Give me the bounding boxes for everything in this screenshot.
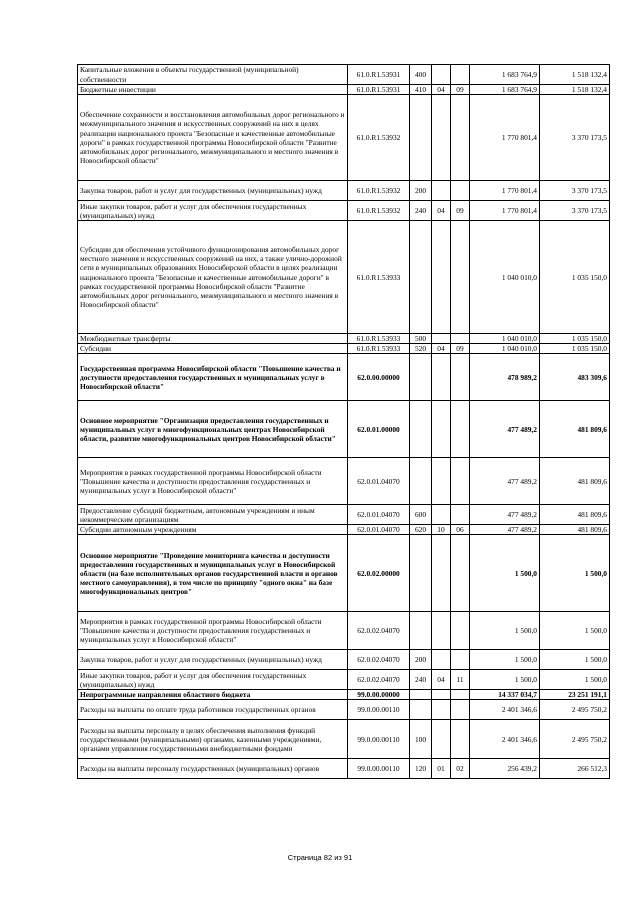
table-row: [78, 690, 610, 700]
row-name: Закупка товаров, работ и услуг для государственных (муниципальных) нужд: [78, 181, 348, 201]
row-pr: 09: [451, 344, 470, 354]
row-sum1: 1 683 764,9: [470, 85, 540, 95]
row-csr: 62.0.01.00000: [348, 401, 410, 458]
row-pr: [451, 354, 470, 401]
row-rz: [432, 401, 451, 458]
row-name: Бюджетные инвестиции: [78, 85, 348, 95]
row-name: Непрограммные направления областного бюджета: [78, 690, 348, 700]
row-csr: 61.0.R1.53933: [348, 221, 410, 334]
row-csr: 61.0.R1.53933: [348, 344, 410, 354]
table-row: [78, 181, 610, 201]
row-sum2: 1 035 150,0: [540, 334, 610, 344]
row-pr: [451, 65, 470, 85]
row-csr: 61.0.R1.53932: [348, 95, 410, 181]
row-rz: [432, 505, 451, 525]
row-vr: [410, 458, 432, 505]
row-csr: 62.0.00.00000: [348, 354, 410, 401]
table-row: [78, 354, 610, 401]
table-body: [78, 65, 610, 779]
row-sum2: 3 370 173,5: [540, 95, 610, 181]
row-name: Капитальные вложения в объекты государственной (муниципальной) собственности: [78, 65, 348, 85]
row-name: Субсидии автономным учреждениям: [78, 525, 348, 535]
row-sum1: 1 770 801,4: [470, 95, 540, 181]
row-sum1: 1 040 010,0: [470, 221, 540, 334]
table-row: [78, 612, 610, 650]
row-vr: 100: [410, 720, 432, 759]
row-sum1: 478 989,2: [470, 354, 540, 401]
row-vr: [410, 700, 432, 720]
row-csr: 62.0.01.04070: [348, 525, 410, 535]
row-rz: 04: [432, 85, 451, 95]
row-pr: [451, 181, 470, 201]
row-pr: [451, 505, 470, 525]
row-vr: 240: [410, 201, 432, 221]
row-sum1: 1 500,0: [470, 535, 540, 612]
row-rz: [432, 720, 451, 759]
table-row: [78, 201, 610, 221]
row-sum2: 1 035 150,0: [540, 344, 610, 354]
row-pr: [451, 535, 470, 612]
row-sum2: 23 251 191,1: [540, 690, 610, 700]
row-vr: [410, 690, 432, 700]
row-vr: 120: [410, 759, 432, 779]
table-row: [78, 65, 610, 85]
row-sum2: 1 500,0: [540, 612, 610, 650]
row-pr: [451, 650, 470, 670]
row-sum1: 477 489,2: [470, 505, 540, 525]
row-csr: 61.0.R1.53931: [348, 65, 410, 85]
row-rz: 04: [432, 344, 451, 354]
row-name: Субсидии: [78, 344, 348, 354]
row-rz: [432, 334, 451, 344]
table-row: [78, 344, 610, 354]
table-row: [78, 334, 610, 344]
row-sum1: 1 040 010,0: [470, 344, 540, 354]
row-vr: [410, 95, 432, 181]
row-sum2: 481 809,6: [540, 401, 610, 458]
row-rz: [432, 690, 451, 700]
row-vr: [410, 354, 432, 401]
row-csr: 62.0.02.04070: [348, 670, 410, 690]
row-csr: 62.0.01.04070: [348, 458, 410, 505]
row-sum2: 3 370 173,5: [540, 181, 610, 201]
row-vr: [410, 401, 432, 458]
row-pr: [451, 334, 470, 344]
row-rz: [432, 95, 451, 181]
row-rz: 01: [432, 759, 451, 779]
row-sum2: 483 309,6: [540, 354, 610, 401]
row-sum2: 1 518 132,4: [540, 65, 610, 85]
row-rz: [432, 612, 451, 650]
row-pr: 02: [451, 759, 470, 779]
row-pr: [451, 612, 470, 650]
row-sum1: 14 337 034,7: [470, 690, 540, 700]
row-sum2: 1 500,0: [540, 535, 610, 612]
row-pr: [451, 221, 470, 334]
row-vr: 520: [410, 344, 432, 354]
row-vr: 620: [410, 525, 432, 535]
row-sum1: 2 401 346,6: [470, 720, 540, 759]
row-sum2: 266 512,3: [540, 759, 610, 779]
row-sum1: 1 500,0: [470, 612, 540, 650]
table-row: [78, 221, 610, 334]
row-name: Основное мероприятие "Проведение мониторинга качества и доступности предоставления государственных и муниципальных услуг в Новосибирской области (на базе исполнительных органов государственной власти и органов местного самоуправления), в том числе по принципу "одного окна" на базе многофункциональных центров": [78, 535, 348, 612]
row-rz: [432, 535, 451, 612]
row-sum2: 1 035 150,0: [540, 221, 610, 334]
row-rz: [432, 181, 451, 201]
row-sum2: 481 809,6: [540, 525, 610, 535]
page-footer: Страница 82 из 91: [287, 853, 353, 862]
budget-table: [77, 64, 610, 779]
row-name: Государственная программа Новосибирской области "Повышение качества и доступности предоставления государственных и муниципальных услуг в Новосибирской области": [78, 354, 348, 401]
row-csr: 61.0.R1.53931: [348, 85, 410, 95]
table-row: [78, 95, 610, 181]
table-row: [78, 535, 610, 612]
table-row: [78, 85, 610, 95]
table-row: [78, 700, 610, 720]
row-csr: 99.0.00.00110: [348, 720, 410, 759]
row-name: Закупка товаров, работ и услуг для государственных (муниципальных) нужд: [78, 650, 348, 670]
row-vr: 400: [410, 65, 432, 85]
row-name: Расходы на выплаты по оплате труда работников государственных органов: [78, 700, 348, 720]
row-sum1: 1 500,0: [470, 650, 540, 670]
table-row: [78, 759, 610, 779]
row-sum1: 256 439,2: [470, 759, 540, 779]
row-name: Основное мероприятие "Организация предоставления государственных и муниципальных услуг в многофункциональных центрах Новосибирской области, развитие многофункциональных центров Новосибирской области": [78, 401, 348, 458]
row-pr: 09: [451, 201, 470, 221]
row-pr: [451, 720, 470, 759]
row-pr: 09: [451, 85, 470, 95]
table-row: [78, 458, 610, 505]
row-sum1: 2 401 346,6: [470, 700, 540, 720]
row-rz: [432, 700, 451, 720]
row-sum1: 1 040 010,0: [470, 334, 540, 344]
row-csr: 61.0.R1.53933: [348, 334, 410, 344]
row-sum1: 1 770 801,4: [470, 181, 540, 201]
row-name: Иные закупки товаров, работ и услуг для обеспечения государственных (муниципальных) нужд: [78, 201, 348, 221]
row-sum2: 1 500,0: [540, 650, 610, 670]
row-sum1: 477 489,2: [470, 401, 540, 458]
row-csr: 99.0.00.00110: [348, 700, 410, 720]
row-name: Иные закупки товаров, работ и услуг для обеспечения государственных (муниципальных) нужд: [78, 670, 348, 690]
row-name: Межбюджетные трансферты: [78, 334, 348, 344]
row-pr: [451, 458, 470, 505]
row-rz: [432, 650, 451, 670]
row-rz: 10: [432, 525, 451, 535]
row-csr: 62.0.02.00000: [348, 535, 410, 612]
row-pr: [451, 95, 470, 181]
row-name: Расходы на выплаты персоналу государственных (муниципальных) органов: [78, 759, 348, 779]
row-csr: 62.0.02.04070: [348, 650, 410, 670]
row-rz: [432, 65, 451, 85]
table-row: [78, 525, 610, 535]
row-sum2: 2 495 750,2: [540, 720, 610, 759]
row-vr: 240: [410, 670, 432, 690]
row-name: Мероприятия в рамках государственной программы Новосибирской области "Повышение качества и доступности предоставления государственных и муниципальных услуг в Новосибирской области": [78, 458, 348, 505]
row-name: Обеспечение сохранности и восстановления автомобильных дорог регионального и межмуниципального значения и искусственных сооружений на них в целях реализации национального проекта "Безопасные и качественные автомобильные дороги" в рамках государственной программы Новосибирской области "Развитие автомобильных дорог регионального, межмуниципального и местного значения в Новосибирской области": [78, 95, 348, 181]
row-vr: 600: [410, 505, 432, 525]
row-pr: 06: [451, 525, 470, 535]
row-sum1: 1 770 801,4: [470, 201, 540, 221]
row-sum1: 1 683 764,9: [470, 65, 540, 85]
row-sum2: 1 518 132,4: [540, 85, 610, 95]
row-rz: [432, 221, 451, 334]
row-name: Расходы на выплаты персоналу в целях обеспечения выполнения функций государственными (муниципальными) органами, казенными учреждениями, органами управления государственными внебюджетными фондами: [78, 720, 348, 759]
row-vr: 200: [410, 650, 432, 670]
row-sum2: 3 370 173,5: [540, 201, 610, 221]
row-rz: 04: [432, 201, 451, 221]
row-rz: [432, 354, 451, 401]
row-pr: [451, 690, 470, 700]
row-csr: 61.0.R1.53932: [348, 181, 410, 201]
row-csr: 62.0.02.04070: [348, 612, 410, 650]
row-sum2: 481 809,6: [540, 458, 610, 505]
row-rz: 04: [432, 670, 451, 690]
row-vr: [410, 535, 432, 612]
table-row: [78, 670, 610, 690]
row-csr: 99.0.00.00000: [348, 690, 410, 700]
table-row: [78, 650, 610, 670]
row-sum2: 2 495 750,2: [540, 700, 610, 720]
row-name: Субсидии для обеспечения устойчивого функционирования автомобильных дорог местного значения и искусственных сооружений на них, а также улично-дорожной сети в муниципальных образованиях Новосибирской области в целях реализации национального проекта "Безопасные и качественные автомобильные дороги" в рамках государственной программы Новосибирской области "Развитие автомобильных дорог регионального, межмуниципального и местного значения в Новосибирской области": [78, 221, 348, 334]
table-row: [78, 720, 610, 759]
row-pr: 11: [451, 670, 470, 690]
row-csr: 61.0.R1.53932: [348, 201, 410, 221]
table-row: [78, 401, 610, 458]
row-vr: [410, 221, 432, 334]
row-name: Предоставление субсидий бюджетным, автономным учреждениям и иным некоммерческим организациям: [78, 505, 348, 525]
row-vr: 200: [410, 181, 432, 201]
table-row: [78, 505, 610, 525]
row-vr: 410: [410, 85, 432, 95]
row-sum1: 1 500,0: [470, 670, 540, 690]
row-vr: 500: [410, 334, 432, 344]
row-name: Мероприятия в рамках государственной программы Новосибирской области "Повышение качества и доступности предоставления государственных и муниципальных услуг в Новосибирской области": [78, 612, 348, 650]
row-sum2: 1 500,0: [540, 670, 610, 690]
row-sum2: 481 809,6: [540, 505, 610, 525]
row-csr: 62.0.01.04070: [348, 505, 410, 525]
row-sum1: 477 489,2: [470, 525, 540, 535]
row-pr: [451, 700, 470, 720]
row-vr: [410, 612, 432, 650]
row-sum1: 477 489,2: [470, 458, 540, 505]
row-rz: [432, 458, 451, 505]
row-csr: 99.0.00.00110: [348, 759, 410, 779]
row-pr: [451, 401, 470, 458]
